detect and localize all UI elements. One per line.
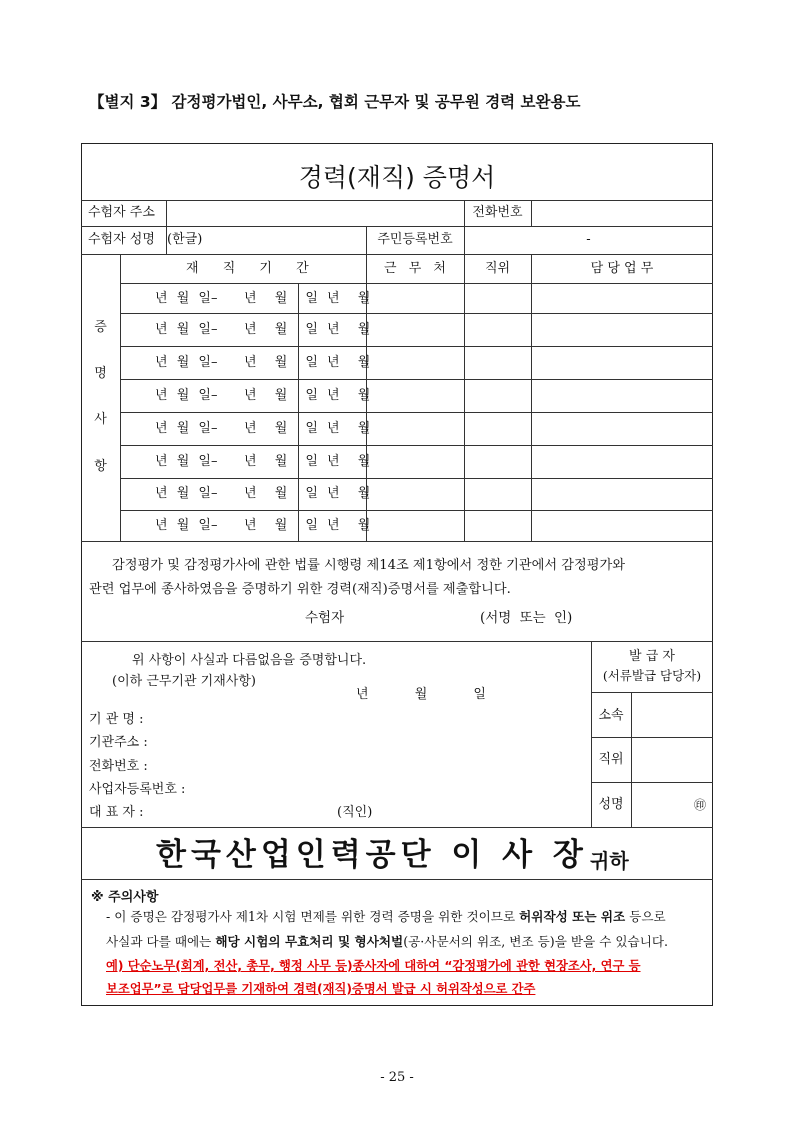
row-from-date[interactable]: 년 월 일– — [155, 421, 218, 436]
header-workplace: 근 무 처 — [384, 261, 446, 276]
attachment-title: 【별지 3】 감정평가법인, 사무소, 협회 근무자 및 공무원 경력 보완용도 — [89, 93, 581, 111]
official-seal: (직인) — [337, 805, 373, 820]
notes-warning-line-1: 예) 단순노무(회계, 전산, 총무, 행정 사무 등)종사자에 대하여 “감정평가에 관한 현장조사, 연구 등 — [106, 959, 641, 973]
row-duration[interactable]: 년 월 — [327, 291, 371, 306]
certification-date[interactable]: 년 월 일 — [356, 687, 486, 702]
issuer-subtitle: (서류발급 담당자) — [602, 668, 702, 683]
row-from-date[interactable]: 년 월 일– — [155, 486, 218, 501]
row-duration[interactable]: 년 월 — [327, 322, 371, 337]
representative-label[interactable]: 대 표 자 : — [89, 805, 144, 820]
notes-warning-line-2: 보조업무”로 담당업무를 기재하여 경력(재직)증명서 발급 시 허위작성으로 간주 — [106, 982, 536, 996]
phone-field[interactable] — [533, 202, 711, 224]
declaration-applicant-label: 수험자 — [305, 610, 345, 626]
issuer-dept-label: 소속 — [598, 708, 624, 723]
side-label-char: 사 — [94, 412, 107, 427]
header-duties: 담 당 업 무 — [590, 261, 654, 276]
name-label: 수험자 성명 — [88, 232, 155, 247]
side-label-char: 명 — [94, 366, 107, 381]
notes-line-1 — [106, 911, 666, 924]
notes-line-2 — [106, 936, 668, 949]
issuer-name-label: 성명 — [598, 797, 624, 812]
header-period: 재 직 기 간 — [186, 261, 309, 276]
notes-title: ※ 주의사항 — [91, 890, 159, 905]
declaration-line-1: 감정평가 및 감정평가사에 관한 법률 시행령 제14조 제1항에서 정한 기관에서 감정평가와 — [112, 558, 625, 573]
seal-mark-icon: ㊞ — [694, 798, 707, 812]
org-phone-label[interactable]: 전화번호 : — [89, 759, 148, 774]
row-to-date[interactable]: 년 월 일 — [244, 355, 318, 370]
notes-emphasis: 허위작성 또는 위조 — [519, 909, 626, 924]
notes-emphasis: 해당 시험의 무효처리 및 형사처벌 — [215, 934, 404, 949]
org-address-label[interactable]: 기관주소 : — [89, 735, 148, 750]
biz-no-label[interactable]: 사업자등록번호 : — [89, 782, 186, 797]
side-label-char: 증 — [94, 320, 107, 335]
declaration-line-2: 관련 업무에 종사하였음을 증명하기 위한 경력(재직)증명서를 제출합니다. — [89, 582, 511, 597]
row-to-date[interactable]: 년 월 일 — [244, 291, 318, 306]
row-to-date[interactable]: 년 월 일 — [244, 388, 318, 403]
row-to-date[interactable]: 년 월 일 — [244, 486, 318, 501]
rrn-field[interactable]: - — [586, 232, 591, 247]
row-duration[interactable]: 년 월 — [327, 421, 371, 436]
row-to-date[interactable]: 년 월 일 — [244, 322, 318, 337]
issuer-position-label: 직위 — [598, 752, 624, 767]
row-from-date[interactable]: 년 월 일– — [155, 322, 218, 337]
certification-statement: 위 사항이 사실과 다름없음을 증명합니다. — [132, 653, 367, 668]
issuer-title: 발 급 자 — [629, 649, 675, 664]
page-number: - 25 - — [380, 1070, 414, 1085]
row-from-date[interactable]: 년 월 일– — [155, 388, 218, 403]
org-name-label[interactable]: 기 관 명 : — [89, 712, 144, 727]
row-duration[interactable]: 년 월 — [327, 518, 371, 533]
notes-text: 사실과 다를 때에는 — [106, 934, 216, 949]
row-duration[interactable]: 년 월 — [327, 388, 371, 403]
form-title: 경력(재직) 증명서 — [298, 163, 496, 192]
header-position: 직위 — [484, 261, 511, 276]
certification-note: (이하 근무기관 기재사항) — [112, 674, 256, 689]
addressee-org: 한국산업인력공단 이 사 장 — [156, 837, 588, 873]
row-from-date[interactable]: 년 월 일– — [155, 518, 218, 533]
address-label: 수험자 주소 — [88, 205, 155, 220]
applicant-signature[interactable]: (서명 또는 인) — [480, 610, 573, 626]
phone-label: 전화번호 — [472, 205, 523, 220]
row-duration[interactable]: 년 월 — [327, 486, 371, 501]
row-duration[interactable]: 년 월 — [327, 355, 371, 370]
notes-text: (공·사문서의 위조, 변조 등)을 받을 수 있습니다. — [403, 934, 669, 949]
row-from-date[interactable]: 년 월 일– — [155, 355, 218, 370]
notes-text: 등으로 — [625, 909, 666, 924]
row-to-date[interactable]: 년 월 일 — [244, 421, 318, 436]
row-from-date[interactable]: 년 월 일– — [155, 454, 218, 469]
side-label-char: 항 — [94, 459, 107, 474]
row-from-date[interactable]: 년 월 일– — [155, 291, 218, 306]
address-field[interactable] — [168, 202, 462, 224]
row-to-date[interactable]: 년 월 일 — [244, 454, 318, 469]
rrn-label: 주민등록번호 — [377, 232, 453, 247]
addressee-suffix: 귀하 — [590, 849, 629, 873]
name-field[interactable]: (한글) — [167, 232, 203, 247]
row-to-date[interactable]: 년 월 일 — [244, 518, 318, 533]
notes-text: - 이 증명은 감정평가사 제1차 시험 면제를 위한 경력 증명을 위한 것이므로 — [106, 909, 520, 924]
row-duration[interactable]: 년 월 — [327, 454, 371, 469]
